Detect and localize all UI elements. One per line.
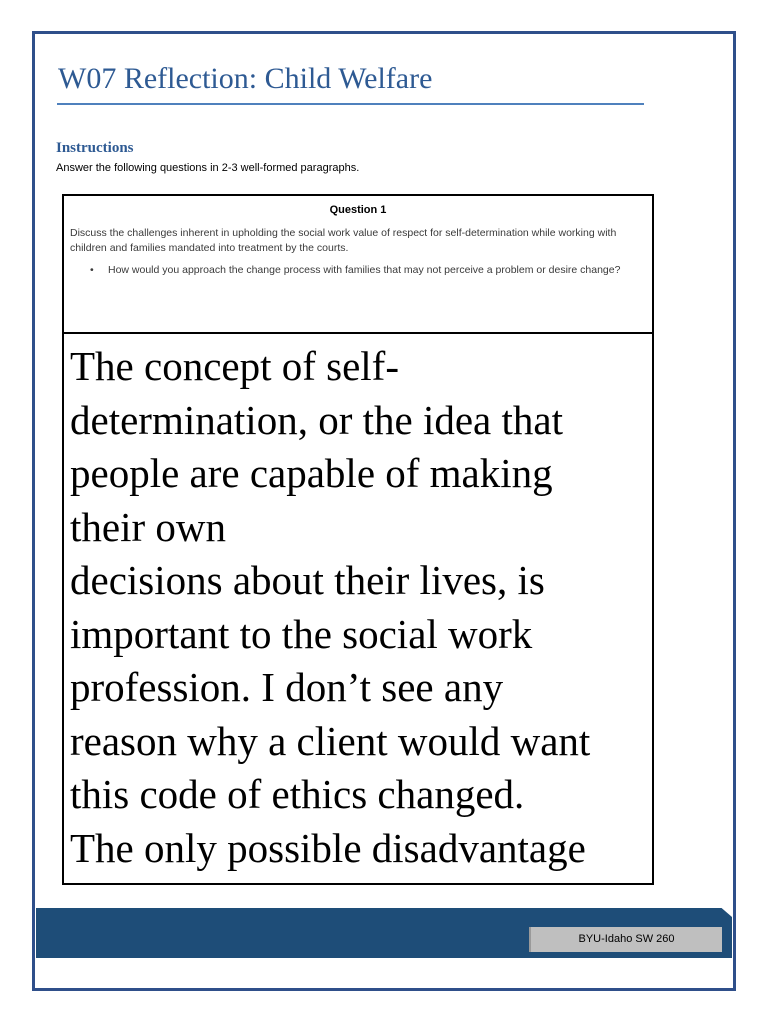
footer-course-label: BYU-Idaho SW 260 <box>529 927 722 952</box>
instructions-text: Answer the following questions in 2-3 well-formed paragraphs. <box>56 162 360 174</box>
question-box <box>62 194 654 334</box>
answer-text-box[interactable]: The concept of self- determination, or the idea that people are capable of making their own decisions about their lives, is important to the social work profession. I don’t see any reason why a client would want this code of ethics changed. The only possible disadvantage <box>62 332 654 885</box>
question-bullet-text: How would you approach the change process with families that may not perceive a problem or desire change? <box>108 264 621 276</box>
footer <box>32 908 736 958</box>
question-title: Question 1 <box>329 204 387 216</box>
document-title: W07 Reflection: Child Welfare <box>58 62 433 95</box>
instructions-heading: Instructions <box>56 140 134 156</box>
question-body: Discuss the challenges inherent in upholding the social work value of respect for self-determination while working with children and families mandated into treatment by the courts. <box>70 227 617 254</box>
title-underline <box>57 103 644 105</box>
question-bullet <box>90 263 644 278</box>
bullet-icon: • <box>90 264 94 276</box>
